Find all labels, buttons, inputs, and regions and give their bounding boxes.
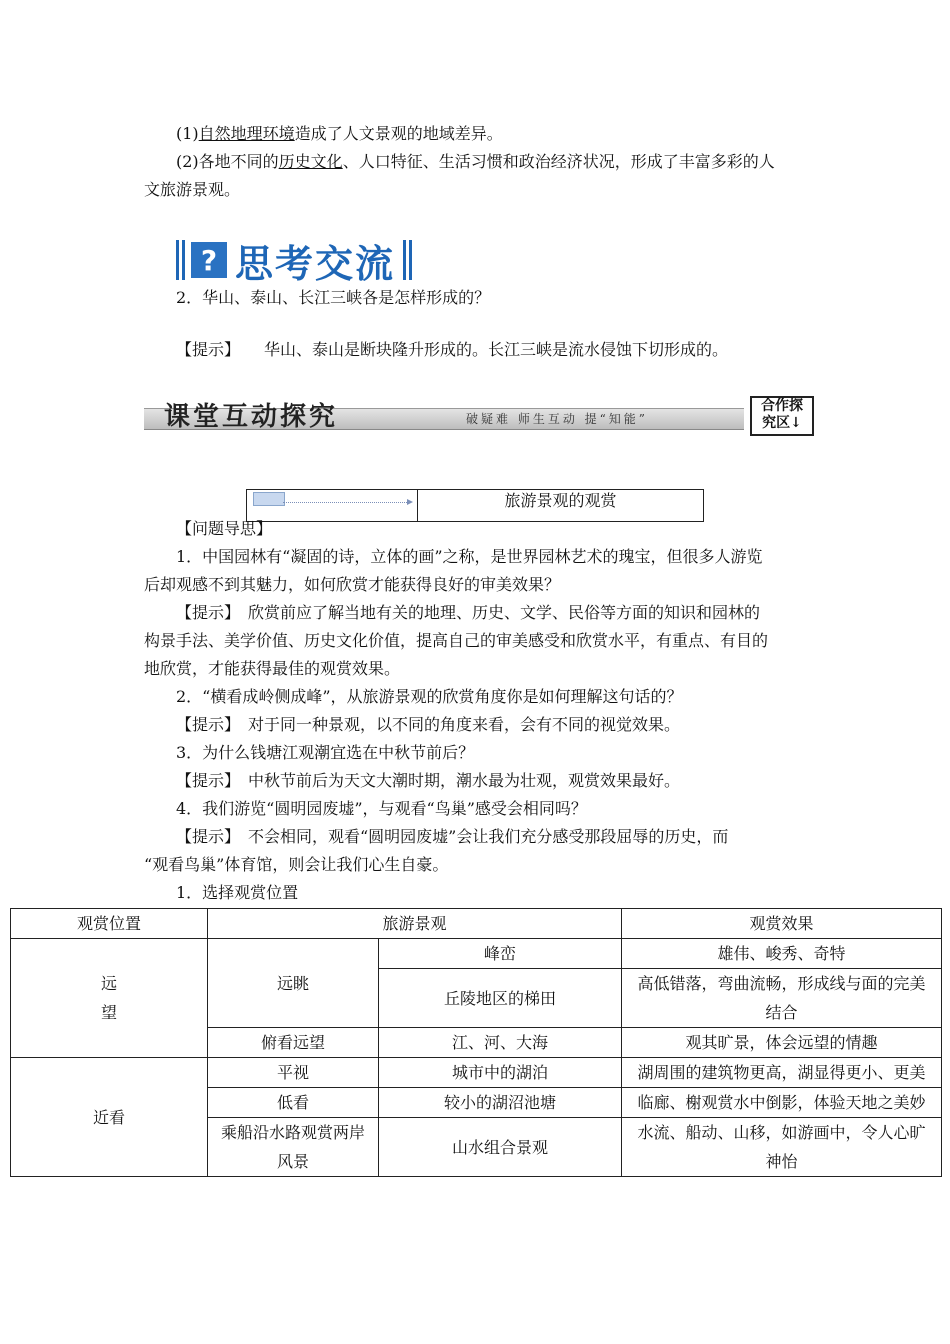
topic-title: 旅游景观的观赏 <box>504 491 617 510</box>
question-mark-icon: ? <box>191 242 227 278</box>
effect-terraces <box>622 969 942 1028</box>
header-position: 观赏位置 <box>11 909 208 939</box>
arrow-right-icon <box>283 502 407 503</box>
intro-item-2 <box>176 152 775 172</box>
pos-boat <box>208 1118 379 1177</box>
pos-level: 平视 <box>208 1058 379 1088</box>
effect-rivers: 观其旷景，体会远望的情趣 <box>622 1028 942 1058</box>
effect-terraces-line-2: 结合 <box>765 1003 798 1022</box>
banner-title: 课堂互动探究 <box>164 402 339 432</box>
guide-h2: 【提示】 对于同一种景观，以不同的角度来看，会有不同的视觉效果。 <box>176 715 681 734</box>
effect-peaks: 雄伟、峻秀、奇特 <box>622 939 942 969</box>
far-view-label-2: 望 <box>100 1003 117 1022</box>
far-view-label-1: 远 <box>100 974 117 993</box>
table-row <box>11 939 942 969</box>
topic-marker <box>247 490 418 521</box>
far-sub-lookout: 远眺 <box>208 939 379 1028</box>
guide-h4-line-2: “观看鸟巢”体育馆，则会让我们心生自豪。 <box>144 855 449 874</box>
effect-pond: 临廊、榭观赏水中倒影，体验天地之美妙 <box>622 1088 942 1118</box>
section-heading: 1．选择观赏位置 <box>176 883 299 902</box>
think-hint-text: 华山、泰山是断块隆升形成的。长江三峡是流水侵蚀下切形成的。 <box>264 340 729 359</box>
pos-boat-line-2: 风景 <box>276 1152 309 1171</box>
far-view-label <box>11 939 208 1058</box>
guide-h3: 【提示】 中秋节前后为天文大潮时期，潮水最为壮观，观赏效果最好。 <box>176 771 681 790</box>
effect-city-lake: 湖周围的建筑物更高，湖显得更小、更美 <box>622 1058 942 1088</box>
topic-box <box>246 489 704 522</box>
guide-h1-line-2: 构景手法、美学价值、历史文化价值，提高自己的审美感受和欣赏水平，有重点、有目的 <box>144 631 769 650</box>
intro-item-1-text: 造成了人文景观的地域差异。 <box>294 124 503 143</box>
scene-landscape: 山水组合景观 <box>379 1118 622 1177</box>
think-exchange-header <box>176 237 412 286</box>
think-hint <box>176 340 728 360</box>
intro-item-2-text: 、人口特征、生活习惯和政治经济状况，形成了丰富多彩的人 <box>342 152 775 171</box>
intro-item-2-prefix: (2)各地不同的 <box>176 152 279 171</box>
effect-landscape <box>622 1118 942 1177</box>
coop-badge <box>750 396 814 436</box>
table-header-row <box>11 909 942 939</box>
header-bars-left <box>176 240 185 280</box>
effect-landscape-line-2: 神怡 <box>765 1152 798 1171</box>
coop-badge-line-2: 究区↓ <box>762 415 802 431</box>
intro-item-2-keyword: 历史文化 <box>278 152 343 171</box>
think-question: 2．华山、泰山、长江三峡各是怎样形成的？ <box>176 288 491 307</box>
header-bars-right <box>403 240 412 280</box>
intro-item-1 <box>176 124 503 144</box>
intro-item-2-cont: 文旅游景观。 <box>144 180 241 199</box>
table-row <box>11 1058 942 1088</box>
think-hint-label: 【提示】 <box>176 340 241 359</box>
intro-item-1-prefix: (1) <box>176 124 199 143</box>
header-effect: 观赏效果 <box>622 909 942 939</box>
scene-city-lake: 城市中的湖泊 <box>379 1058 622 1088</box>
classroom-banner <box>144 396 812 434</box>
guide-label: 【问题导思】 <box>176 519 273 538</box>
near-view-label: 近看 <box>11 1058 208 1177</box>
banner-subtitle: 破疑难 师生互动 提“知能” <box>466 412 648 426</box>
effect-terraces-line-1: 高低错落，弯曲流畅，形成线与面的完美 <box>637 974 926 993</box>
topic-tag-icon <box>253 492 285 506</box>
guide-q1-line-2: 后却观感不到其魅力，如何欣赏才能获得良好的审美效果？ <box>144 575 561 594</box>
guide-h1-line-3: 地欣赏，才能获得最佳的观赏效果。 <box>144 659 401 678</box>
pos-low: 低看 <box>208 1088 379 1118</box>
scene-rivers: 江、河、大海 <box>379 1028 622 1058</box>
think-exchange-title: 思考交流 <box>235 241 396 286</box>
guide-q4: 4．我们游览“圆明园废墟”，与观看“鸟巢”感受会相同吗？ <box>176 799 587 818</box>
scene-terraces: 丘陵地区的梯田 <box>379 969 622 1028</box>
viewing-position-table <box>10 908 942 1177</box>
intro-item-1-keyword: 自然地理环境 <box>198 124 295 143</box>
effect-landscape-line-1: 水流、船动、山移，如游画中，令人心旷 <box>637 1123 926 1142</box>
header-scene: 旅游景观 <box>208 909 622 939</box>
scene-pond: 较小的湖沼池塘 <box>379 1088 622 1118</box>
guide-q2: 2．“横看成岭侧成峰”，从旅游景观的欣赏角度你是如何理解这句话的？ <box>176 687 683 706</box>
guide-h4-line-1: 【提示】 不会相同，观看“圆明园废墟”会让我们充分感受那段屈辱的历史，而 <box>176 827 729 846</box>
far-sub-overlook: 俯看远望 <box>208 1028 379 1058</box>
coop-badge-line-1: 合作探 <box>761 398 803 414</box>
guide-q3: 3．为什么钱塘江观潮宜选在中秋节前后？ <box>176 743 475 762</box>
pos-boat-line-1: 乘船沿水路观赏两岸 <box>220 1123 365 1142</box>
guide-q1-line-1: 1．中国园林有“凝固的诗，立体的画”之称，是世界园林艺术的瑰宝，但很多人游览 <box>176 547 763 566</box>
guide-h1-line-1: 【提示】 欣赏前应了解当地有关的地理、历史、文学、民俗等方面的知识和园林的 <box>176 603 761 622</box>
scene-peaks: 峰峦 <box>379 939 622 969</box>
